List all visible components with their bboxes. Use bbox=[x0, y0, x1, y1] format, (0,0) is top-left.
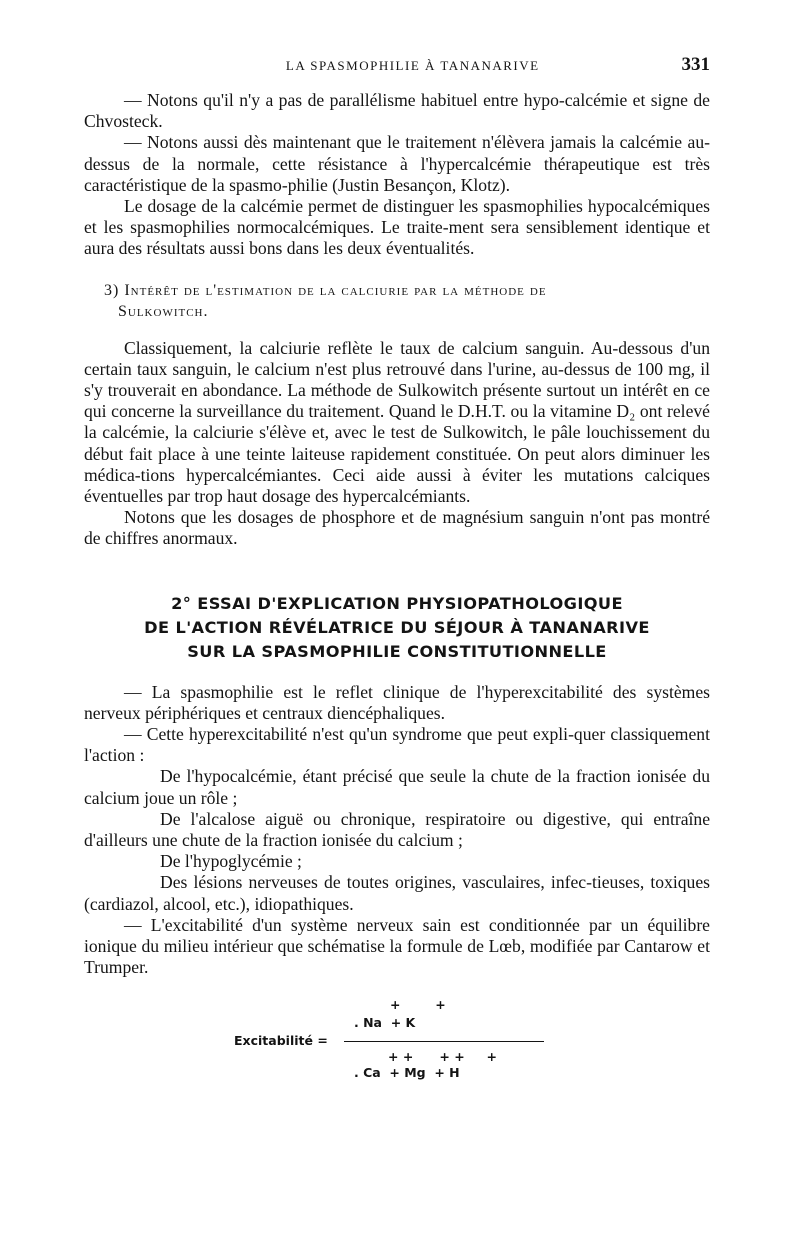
chapter-title-line: DE L'ACTION RÉVÉLATRICE DU SÉJOUR À TANANARIVE bbox=[144, 617, 650, 637]
chapter-title-line: 2° ESSAI D'EXPLICATION PHYSIOPATHOLOGIQUE bbox=[171, 593, 623, 613]
paragraph: — L'excitabilité d'un système nerveux sain est conditionnée par un équilibre ionique du milieu intérieur que schématise la formule de Lœb, modifiée par Cantarow et Trumper. bbox=[84, 914, 710, 978]
page-number: 331 bbox=[681, 54, 710, 75]
paragraph: Notons que les dosages de phosphore et de magnésium sanguin n'ont pas montré de chiffres anormaux. bbox=[84, 507, 710, 549]
paragraph: — Notons qu'il n'y a pas de parallélisme habituel entre hypo-calcémie et signe de Chvosteck. bbox=[84, 90, 710, 132]
paragraph: Le dosage de la calcémie permet de distinguer les spasmophilies hypocalcémiques et les spasmophilies normocalcémiques. Le traite-ment sera sensiblement identique et aura des résultats aussi bons dans les deux éventualités. bbox=[84, 196, 710, 259]
list-item: De l'alcalose aiguë ou chronique, respiratoire ou digestive, qui entraîne d'ailleurs une chute de la fraction ionisée du calcium ; bbox=[84, 808, 710, 851]
paragraph: — La spasmophilie est le reflet clinique de l'hyperexcitabilité des systèmes nerveux périphériques et centraux diencéphaliques. bbox=[84, 681, 710, 723]
paragraph: Classiquement, la calciurie reflète le taux de calcium sanguin. Au-dessous d'un certain taux sanguin, le calcium n'est plus retrouvé dans l'urine, au-dessus de 100 mg, il s'y trouverait en abondance. La méthode de Sulkowitch présente surtout un intérêt en ce qui concerne la surveillance du traitement. Quand le D.H.T. ou la vitamine D₂ ont relevé la calcémie, la calciurie s'élève et, avec le test de Sulkowitch, le pâle louchissement du début fait place à une teinte laiteuse rapidement constituée. On peut alors diminuer les médica-tions hypercalcémiantes. Ceci aide aussi à éviter les mutations calciques éventuelles par trop haut dosage des hypercalcémiants. bbox=[84, 337, 710, 507]
formula-denominator-charges: + + + + + bbox=[388, 1048, 497, 1064]
formula bbox=[84, 997, 710, 1087]
page-header bbox=[84, 54, 710, 90]
document-page bbox=[84, 54, 710, 1087]
list-item: Des lésions nerveuses de toutes origines, vasculaires, infec-tieuses, toxiques (cardiazol, alcool, etc.), idiopathiques. bbox=[84, 872, 710, 914]
formula-numerator-charges: + + bbox=[390, 996, 446, 1012]
formula-denominator: . Ca + Mg + H bbox=[354, 1064, 460, 1080]
list-item: De l'hypocalcémie, étant précisé que seule la chute de la fraction ionisée du calcium joue un rôle ; bbox=[84, 766, 710, 808]
formula-label: Excitabilité = bbox=[234, 1032, 328, 1048]
fraction-bar bbox=[344, 1041, 544, 1042]
section-heading-line: Sulkowitch. bbox=[118, 302, 209, 320]
paragraph: — Cette hyperexcitabilité n'est qu'un syndrome que peut expli-quer classiquement l'action : bbox=[84, 724, 710, 766]
running-title: LA SPASMOPHILIE À TANANARIVE bbox=[285, 58, 540, 73]
section-heading bbox=[104, 280, 710, 322]
paragraph: — Notons aussi dès maintenant que le traitement n'élèvera jamais la calcémie au-dessus de la normale, cette résistance à l'hypercalcémie thérapeutique est très caractéristique de la spasmo-philie (Justin Besançon, Klotz). bbox=[84, 132, 710, 195]
list-item: De l'hypoglycémie ; bbox=[160, 851, 302, 872]
section-heading-line: 3) Intérêt de l'estimation de la calciurie par la méthode de bbox=[104, 281, 547, 299]
chapter-title-line: SUR LA SPASMOPHILIE CONSTITUTIONNELLE bbox=[187, 641, 607, 661]
chapter-title bbox=[84, 592, 710, 664]
formula-numerator: . Na + K bbox=[354, 1014, 416, 1030]
